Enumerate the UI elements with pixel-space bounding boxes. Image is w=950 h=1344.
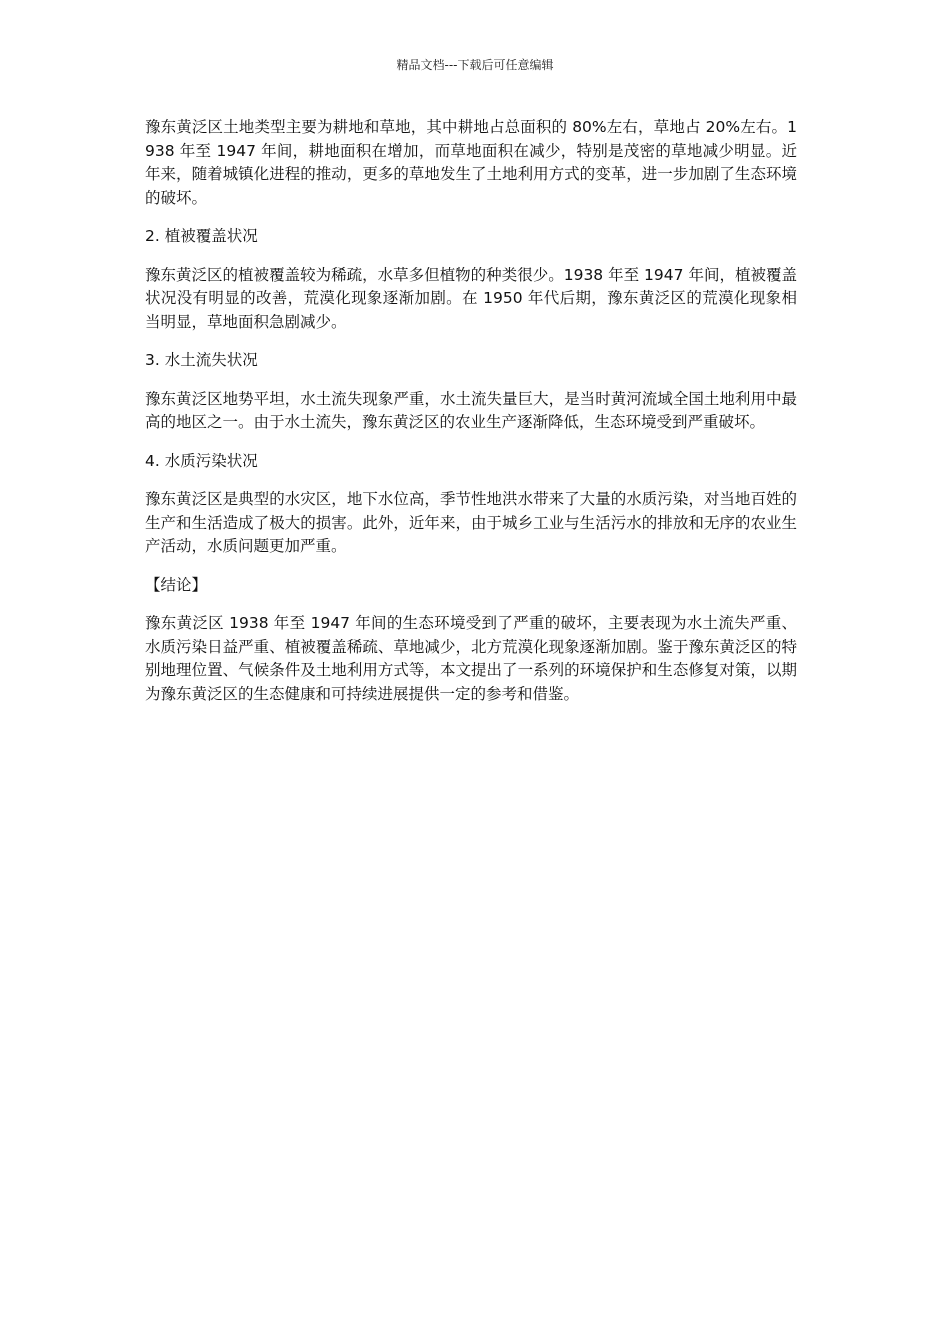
paragraph-vegetation: 豫东黄泛区的植被覆盖较为稀疏，水草多但植物的种类很少。1938 年至 1947 年间，植被覆盖状况没有明显的改善，荒漠化现象逐渐加剧。在 1950 年代后期，豫东黄泛区的荒漠化现象相当明显，草地面积急剧减少。: [145, 265, 797, 331]
paragraph-water-pollution: 豫东黄泛区是典型的水灾区，地下水位高，季节性地洪水带来了大量的水质污染，对当地百姓的生产和生活造成了极大的损害。此外，近年来，由于城乡工业与生活污水的排放和无序的农业生产活动，水质问题更加严重。: [145, 490, 797, 555]
document-body: [145, 116, 797, 721]
paragraph-conclusion: 豫东黄泛区 1938 年至 1947 年间的生态环境受到了严重的破坏，主要表现为水土流失严重、水质污染日益严重、植被覆盖稀疏、草地减少，北方荒漠化现象逐渐加剧。鉴于豫东黄泛区的特别地理位置、气候条件及土地利用方式等，本文提出了一系列的环境保护和生态修复对策，以期为豫东黄泛区的生态健康和可持续进展提供一定的参考和借鉴。: [145, 614, 797, 703]
section-heading-conclusion: 【结论】: [145, 575, 208, 594]
section-heading-soil-erosion: 3. 水土流失状况: [145, 351, 258, 369]
section-heading-vegetation: 2. 植被覆盖状况: [145, 227, 258, 245]
paragraph-land-use: 豫东黄泛区土地类型主要为耕地和草地，其中耕地占总面积的 80%左右，草地占 20%左右。1938 年至 1947 年间，耕地面积在增加，而草地面积在减少，特别是茂密的草地减少明显。近年来，随着城镇化进程的推动，更多的草地发生了土地利用方式的变革，进一步加剧了生态环境的破坏。: [145, 118, 797, 207]
section-heading-water-pollution: 4. 水质污染状况: [145, 451, 258, 470]
page-header: 精品文档---下载后可任意编辑: [396, 58, 554, 72]
paragraph-soil-erosion: 豫东黄泛区地势平坦，水土流失现象严重，水土流失量巨大，是当时黄河流域全国土地利用中最高的地区之一。由于水土流失，豫东黄泛区的农业生产逐渐降低，生态环境受到严重破坏。: [145, 389, 797, 431]
